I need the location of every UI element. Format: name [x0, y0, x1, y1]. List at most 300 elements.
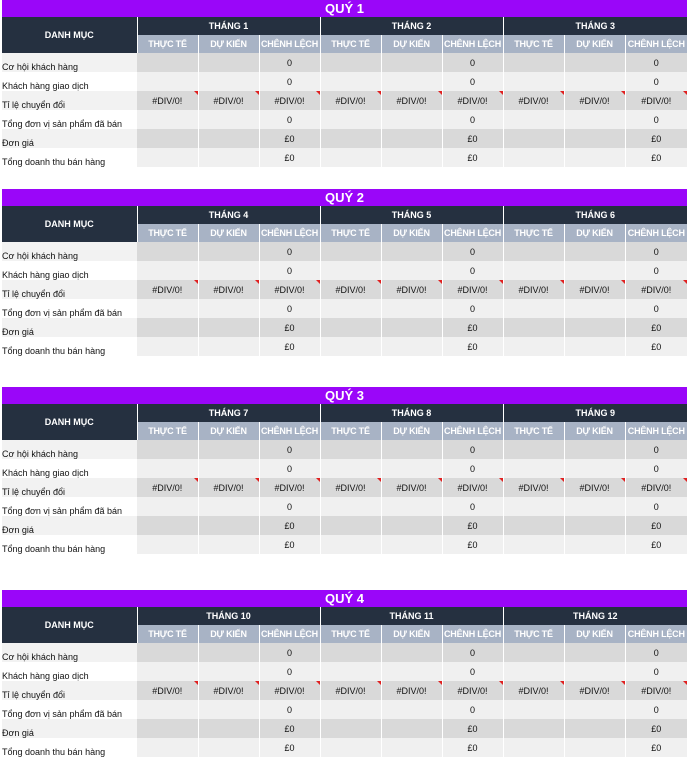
quarter-block — [2, 189, 687, 356]
cell-value: 0 — [470, 76, 476, 87]
error-indicator-icon — [683, 478, 687, 482]
row-label: Đơn giá — [2, 516, 137, 535]
cell-diff[interactable] — [442, 738, 503, 757]
error-indicator-icon — [255, 280, 259, 284]
row-label: Khách hàng giao dịch — [2, 261, 137, 280]
cell-forecast[interactable] — [381, 110, 442, 129]
error-indicator-icon — [377, 681, 381, 685]
cell-forecast[interactable] — [381, 440, 442, 459]
cell-diff[interactable] — [259, 53, 320, 72]
cell-diff[interactable] — [259, 318, 320, 337]
cell-forecast[interactable] — [381, 242, 442, 261]
cell-value: #DIV/0! — [518, 284, 549, 295]
cell-value: £0 — [284, 723, 295, 734]
cell-forecast[interactable] — [381, 738, 442, 757]
cell-actual[interactable] — [503, 643, 564, 662]
cell-value: #DIV/0! — [641, 482, 672, 493]
cell-forecast[interactable] — [564, 478, 625, 497]
cell-forecast[interactable] — [381, 497, 442, 516]
cell-diff[interactable] — [442, 516, 503, 535]
cell-actual[interactable] — [320, 261, 381, 280]
cell-forecast[interactable] — [381, 53, 442, 72]
cell-forecast[interactable] — [564, 280, 625, 299]
cell-diff[interactable] — [259, 497, 320, 516]
quarter-table — [2, 607, 687, 757]
cell-forecast[interactable] — [198, 318, 259, 337]
cell-actual[interactable] — [137, 459, 198, 478]
cell-diff[interactable] — [625, 700, 687, 719]
error-indicator-icon — [255, 478, 259, 482]
table-row — [2, 497, 687, 516]
column-subheader: THỰC TẾ — [137, 422, 198, 440]
cell-forecast[interactable] — [381, 643, 442, 662]
error-indicator-icon — [621, 280, 625, 284]
cell-forecast[interactable] — [198, 91, 259, 110]
cell-diff[interactable] — [442, 148, 503, 167]
cell-forecast[interactable] — [564, 643, 625, 662]
cell-diff[interactable] — [625, 516, 687, 535]
cell-forecast[interactable] — [564, 110, 625, 129]
cell-diff[interactable] — [259, 337, 320, 356]
cell-diff[interactable] — [442, 261, 503, 280]
row-label: Cơ hội khách hàng — [2, 643, 137, 662]
cell-actual[interactable] — [137, 91, 198, 110]
cell-diff[interactable] — [625, 643, 687, 662]
cell-actual[interactable] — [320, 110, 381, 129]
cell-actual[interactable] — [137, 261, 198, 280]
cell-forecast[interactable] — [198, 280, 259, 299]
cell-diff[interactable] — [259, 440, 320, 459]
cell-forecast[interactable] — [198, 719, 259, 738]
cell-actual[interactable] — [137, 129, 198, 148]
cell-diff[interactable] — [442, 318, 503, 337]
cell-forecast[interactable] — [381, 337, 442, 356]
cell-forecast[interactable] — [564, 72, 625, 91]
cell-actual[interactable] — [320, 643, 381, 662]
cell-value: #DIV/0! — [518, 685, 549, 696]
cell-diff[interactable] — [625, 299, 687, 318]
cell-diff[interactable] — [259, 242, 320, 261]
cell-actual[interactable] — [503, 662, 564, 681]
cell-actual[interactable] — [320, 53, 381, 72]
cell-forecast[interactable] — [381, 459, 442, 478]
quarter-block — [2, 590, 687, 757]
cell-value: #DIV/0! — [152, 685, 183, 696]
cell-diff[interactable] — [625, 242, 687, 261]
cell-actual[interactable] — [320, 478, 381, 497]
cell-forecast[interactable] — [198, 459, 259, 478]
cell-diff[interactable] — [625, 662, 687, 681]
error-indicator-icon — [621, 681, 625, 685]
cell-forecast[interactable] — [198, 110, 259, 129]
cell-actual[interactable] — [137, 337, 198, 356]
cell-actual[interactable] — [137, 148, 198, 167]
cell-actual[interactable] — [503, 148, 564, 167]
cell-forecast[interactable] — [564, 497, 625, 516]
cell-diff[interactable] — [259, 700, 320, 719]
cell-value: 0 — [287, 246, 293, 257]
cell-actual[interactable] — [503, 440, 564, 459]
cell-value: 0 — [470, 114, 476, 125]
cell-forecast[interactable] — [381, 318, 442, 337]
cell-value: £0 — [467, 133, 478, 144]
table-row — [2, 535, 687, 554]
cell-forecast[interactable] — [564, 459, 625, 478]
cell-diff[interactable] — [442, 497, 503, 516]
cell-forecast[interactable] — [381, 516, 442, 535]
cell-diff[interactable] — [442, 440, 503, 459]
cell-value: £0 — [651, 723, 662, 734]
cell-forecast[interactable] — [198, 261, 259, 280]
cell-diff[interactable] — [259, 478, 320, 497]
table-row — [2, 280, 687, 299]
cell-diff[interactable] — [625, 440, 687, 459]
cell-value: £0 — [284, 133, 295, 144]
cell-actual[interactable] — [137, 535, 198, 554]
cell-forecast[interactable] — [381, 478, 442, 497]
cell-forecast[interactable] — [198, 72, 259, 91]
cell-diff[interactable] — [442, 129, 503, 148]
cell-actual[interactable] — [503, 299, 564, 318]
cell-forecast[interactable] — [564, 299, 625, 318]
cell-forecast[interactable] — [381, 91, 442, 110]
cell-diff[interactable] — [442, 535, 503, 554]
cell-actual[interactable] — [320, 662, 381, 681]
cell-value: 0 — [653, 57, 659, 68]
cell-diff[interactable] — [259, 516, 320, 535]
cell-diff[interactable] — [259, 299, 320, 318]
cell-value: #DIV/0! — [579, 95, 610, 106]
cell-forecast[interactable] — [564, 129, 625, 148]
cell-forecast[interactable] — [564, 242, 625, 261]
cell-diff[interactable] — [259, 459, 320, 478]
cell-diff[interactable] — [259, 643, 320, 662]
cell-value: 0 — [286, 647, 292, 658]
error-indicator-icon — [683, 91, 687, 95]
table-row — [2, 681, 687, 700]
cell-value: 0 — [653, 704, 659, 715]
cell-forecast[interactable] — [381, 662, 442, 681]
cell-diff[interactable] — [259, 72, 320, 91]
cell-actual[interactable] — [137, 738, 198, 757]
cell-actual[interactable] — [503, 110, 564, 129]
cell-diff[interactable] — [625, 91, 687, 110]
cell-value: £0 — [651, 539, 662, 550]
cell-forecast[interactable] — [381, 129, 442, 148]
cell-diff[interactable] — [625, 497, 687, 516]
category-header: DANH MỤC — [2, 17, 137, 53]
cell-actual[interactable] — [137, 516, 198, 535]
cell-actual[interactable] — [503, 337, 564, 356]
cell-diff[interactable] — [259, 280, 320, 299]
cell-forecast[interactable] — [564, 318, 625, 337]
cell-value: £0 — [284, 152, 295, 163]
cell-value: #DIV/0! — [335, 284, 366, 295]
cell-actual[interactable] — [137, 719, 198, 738]
cell-forecast[interactable] — [564, 148, 625, 167]
row-label: Tỉ lệ chuyển đổi — [2, 681, 137, 700]
cell-forecast[interactable] — [198, 299, 259, 318]
cell-diff[interactable] — [259, 662, 320, 681]
cell-diff[interactable] — [442, 280, 503, 299]
quarter-title: QUÝ 1 — [2, 0, 687, 17]
cell-actual[interactable] — [503, 53, 564, 72]
cell-value: 0 — [287, 501, 293, 512]
cell-diff[interactable] — [259, 719, 320, 738]
cell-forecast[interactable] — [564, 681, 625, 700]
cell-forecast[interactable] — [198, 148, 259, 167]
cell-forecast[interactable] — [381, 148, 442, 167]
cell-value: #DIV/0! — [335, 95, 366, 106]
cell-actual[interactable] — [503, 280, 564, 299]
cell-actual[interactable] — [320, 535, 381, 554]
cell-value: 0 — [287, 76, 293, 87]
cell-forecast[interactable] — [564, 662, 625, 681]
cell-actual[interactable] — [320, 318, 381, 337]
cell-diff[interactable] — [259, 91, 320, 110]
cell-diff[interactable] — [259, 738, 320, 757]
cell-value: 0 — [653, 265, 659, 276]
cell-actual[interactable] — [503, 535, 564, 554]
cell-forecast[interactable] — [381, 719, 442, 738]
cell-value: #DIV/0! — [213, 482, 244, 493]
cell-actual[interactable] — [137, 280, 198, 299]
cell-actual[interactable] — [320, 738, 381, 757]
quarter-title: QUÝ 3 — [2, 387, 687, 404]
cell-diff[interactable] — [442, 662, 503, 681]
error-indicator-icon — [194, 681, 198, 685]
cell-value: #DIV/0! — [396, 482, 427, 493]
error-indicator-icon — [194, 91, 198, 95]
cell-forecast[interactable] — [198, 129, 259, 148]
cell-diff[interactable] — [625, 72, 687, 91]
cell-actual[interactable] — [320, 91, 381, 110]
cell-actual[interactable] — [503, 261, 564, 280]
error-indicator-icon — [683, 280, 687, 284]
cell-actual[interactable] — [320, 700, 381, 719]
cell-actual[interactable] — [137, 497, 198, 516]
column-subheader: THỰC TẾ — [503, 625, 564, 643]
cell-diff[interactable] — [442, 459, 503, 478]
cell-diff[interactable] — [442, 700, 503, 719]
cell-diff[interactable] — [625, 719, 687, 738]
cell-actual[interactable] — [503, 497, 564, 516]
cell-actual[interactable] — [320, 719, 381, 738]
cell-actual[interactable] — [137, 53, 198, 72]
column-subheader: THỰC TẾ — [320, 625, 381, 643]
cell-diff[interactable] — [259, 535, 320, 554]
cell-forecast[interactable] — [381, 261, 442, 280]
cell-forecast[interactable] — [564, 700, 625, 719]
cell-actual[interactable] — [320, 148, 381, 167]
cell-diff[interactable] — [442, 681, 503, 700]
cell-diff[interactable] — [442, 72, 503, 91]
cell-diff[interactable] — [442, 110, 503, 129]
error-indicator-icon — [560, 91, 564, 95]
cell-actual[interactable] — [320, 129, 381, 148]
cell-forecast[interactable] — [381, 280, 442, 299]
cell-forecast[interactable] — [198, 478, 259, 497]
cell-actual[interactable] — [137, 700, 198, 719]
cell-value: £0 — [467, 520, 478, 531]
cell-actual[interactable] — [137, 643, 198, 662]
cell-diff[interactable] — [259, 261, 320, 280]
cell-diff[interactable] — [259, 110, 320, 129]
cell-value: #DIV/0! — [396, 685, 427, 696]
cell-value: #DIV/0! — [213, 284, 244, 295]
cell-forecast[interactable] — [381, 535, 442, 554]
cell-value: £0 — [467, 539, 478, 550]
cell-forecast[interactable] — [564, 738, 625, 757]
cell-forecast[interactable] — [198, 440, 259, 459]
cell-diff[interactable] — [625, 53, 687, 72]
cell-value: #DIV/0! — [335, 685, 366, 696]
cell-actual[interactable] — [320, 242, 381, 261]
cell-forecast[interactable] — [198, 700, 259, 719]
cell-actual[interactable] — [320, 516, 381, 535]
cell-diff[interactable] — [442, 242, 503, 261]
cell-diff[interactable] — [625, 535, 687, 554]
cell-diff[interactable] — [442, 719, 503, 738]
cell-forecast[interactable] — [564, 91, 625, 110]
cell-actual[interactable] — [503, 719, 564, 738]
cell-actual[interactable] — [503, 738, 564, 757]
cell-actual[interactable] — [137, 299, 198, 318]
cell-diff[interactable] — [625, 459, 687, 478]
cell-diff[interactable] — [442, 299, 503, 318]
column-subheader: CHÊNH LỆCH — [442, 224, 503, 242]
cell-actual[interactable] — [320, 497, 381, 516]
cell-forecast[interactable] — [198, 516, 259, 535]
cell-diff[interactable] — [259, 148, 320, 167]
cell-diff[interactable] — [625, 318, 687, 337]
cell-actual[interactable] — [320, 440, 381, 459]
cell-diff[interactable] — [625, 261, 687, 280]
row-label: Đơn giá — [2, 129, 137, 148]
cell-forecast[interactable] — [198, 681, 259, 700]
cell-actual[interactable] — [503, 700, 564, 719]
cell-actual[interactable] — [503, 318, 564, 337]
cell-actual[interactable] — [320, 72, 381, 91]
cell-forecast[interactable] — [564, 337, 625, 356]
cell-value: 0 — [470, 666, 476, 677]
cell-diff[interactable] — [442, 91, 503, 110]
column-subheader: DỰ KIẾN — [564, 35, 625, 53]
cell-actual[interactable] — [320, 681, 381, 700]
cell-forecast[interactable] — [198, 643, 259, 662]
cell-actual[interactable] — [320, 280, 381, 299]
cell-forecast[interactable] — [198, 337, 259, 356]
cell-value: 0 — [287, 114, 293, 125]
cell-actual[interactable] — [320, 299, 381, 318]
cell-forecast[interactable] — [198, 535, 259, 554]
cell-actual[interactable] — [137, 72, 198, 91]
month-header: THÁNG 8 — [320, 404, 503, 422]
error-indicator-icon — [255, 91, 259, 95]
cell-forecast[interactable] — [381, 700, 442, 719]
cell-actual[interactable] — [137, 318, 198, 337]
cell-forecast[interactable] — [564, 261, 625, 280]
cell-actual[interactable] — [503, 91, 564, 110]
cell-value: #DIV/0! — [274, 482, 305, 493]
cell-forecast[interactable] — [198, 662, 259, 681]
cell-diff[interactable] — [625, 129, 687, 148]
cell-value: #DIV/0! — [213, 685, 244, 696]
cell-actual[interactable] — [137, 478, 198, 497]
cell-diff[interactable] — [442, 478, 503, 497]
cell-forecast[interactable] — [198, 738, 259, 757]
cell-diff[interactable] — [259, 681, 320, 700]
cell-forecast[interactable] — [564, 53, 625, 72]
cell-forecast[interactable] — [198, 53, 259, 72]
cell-actual[interactable] — [503, 681, 564, 700]
cell-forecast[interactable] — [381, 681, 442, 700]
cell-actual[interactable] — [503, 459, 564, 478]
cell-actual[interactable] — [137, 440, 198, 459]
cell-diff[interactable] — [442, 337, 503, 356]
cell-forecast[interactable] — [564, 719, 625, 738]
cell-actual[interactable] — [503, 516, 564, 535]
cell-value: £0 — [651, 152, 662, 163]
column-subheader: CHÊNH LỆCH — [442, 625, 503, 643]
cell-actual[interactable] — [320, 459, 381, 478]
row-label: Cơ hội khách hàng — [2, 440, 137, 459]
cell-value: 0 — [470, 704, 476, 715]
cell-forecast[interactable] — [198, 242, 259, 261]
cell-forecast[interactable] — [381, 72, 442, 91]
cell-forecast[interactable] — [564, 516, 625, 535]
cell-actual[interactable] — [503, 129, 564, 148]
table-row — [2, 261, 687, 280]
cell-diff[interactable] — [442, 53, 503, 72]
cell-value: #DIV/0! — [457, 685, 488, 696]
cell-diff[interactable] — [625, 478, 687, 497]
cell-actual[interactable] — [503, 478, 564, 497]
cell-actual[interactable] — [137, 662, 198, 681]
cell-forecast[interactable] — [198, 497, 259, 516]
cell-diff[interactable] — [625, 337, 687, 356]
cell-actual[interactable] — [137, 242, 198, 261]
error-indicator-icon — [255, 681, 259, 685]
row-label: Tỉ lệ chuyển đổi — [2, 91, 137, 110]
cell-forecast[interactable] — [564, 440, 625, 459]
cell-diff[interactable] — [625, 148, 687, 167]
cell-value: £0 — [467, 742, 478, 753]
category-header: DANH MỤC — [2, 404, 137, 440]
cell-diff[interactable] — [259, 129, 320, 148]
cell-diff[interactable] — [442, 643, 503, 662]
column-subheader: CHÊNH LỆCH — [442, 35, 503, 53]
column-subheader: CHÊNH LỆCH — [259, 422, 320, 440]
error-indicator-icon — [560, 280, 564, 284]
cell-actual[interactable] — [137, 110, 198, 129]
cell-diff[interactable] — [625, 110, 687, 129]
cell-actual[interactable] — [320, 337, 381, 356]
cell-actual[interactable] — [503, 242, 564, 261]
cell-diff[interactable] — [625, 738, 687, 757]
table-row — [2, 662, 687, 681]
cell-diff[interactable] — [625, 681, 687, 700]
error-indicator-icon — [438, 681, 442, 685]
cell-forecast[interactable] — [381, 299, 442, 318]
cell-actual[interactable] — [137, 681, 198, 700]
cell-value: 0 — [470, 265, 476, 276]
cell-actual[interactable] — [503, 72, 564, 91]
cell-forecast[interactable] — [564, 535, 625, 554]
cell-diff[interactable] — [625, 280, 687, 299]
cell-value: #DIV/0! — [274, 95, 305, 106]
column-subheader: CHÊNH LỆCH — [625, 625, 687, 643]
